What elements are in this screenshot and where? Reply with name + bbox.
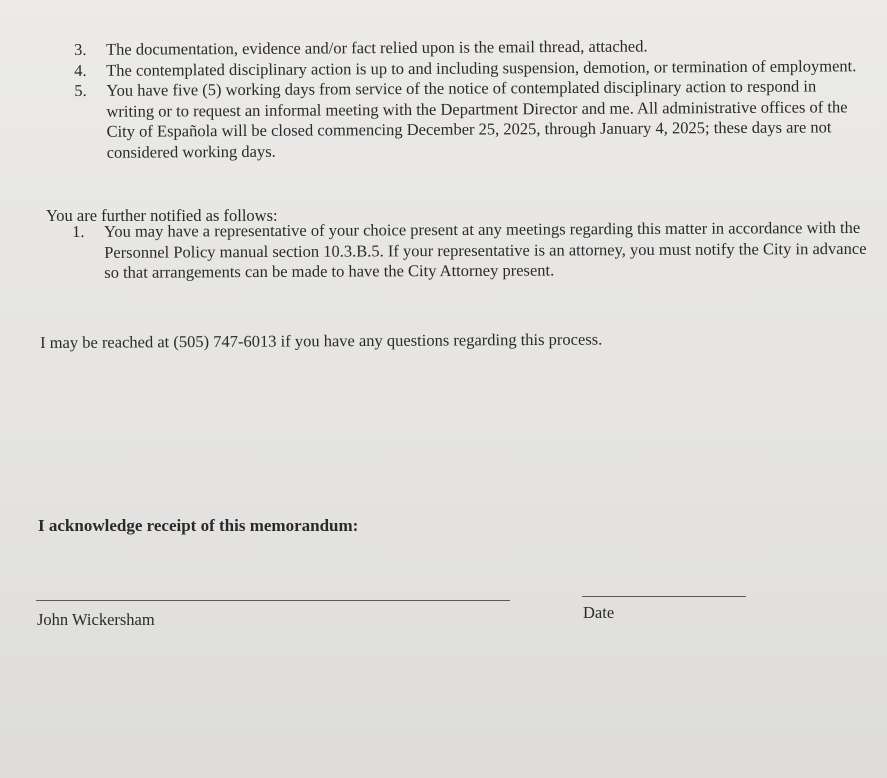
signature-line — [36, 600, 510, 601]
list-item — [72, 218, 872, 284]
item-number: 3. — [74, 39, 87, 59]
item-number: 1. — [72, 221, 85, 241]
contact-paragraph: I may be reached at (505) 747-6013 if you have any questions regarding this process. — [40, 329, 603, 352]
item-text: You have five (5) working days from service of the notice of contemplated disciplinary action to respond in writing or to request an informal meeting with the Department Director and me. All administrative offices of the City of Española will be closed commencing December 25, 2025, through January 4, 2025; these days are not considered working days. — [106, 76, 848, 162]
acknowledgement-heading: I acknowledge receipt of this memorandum: — [38, 516, 359, 535]
signer-name: John Wickersham — [37, 610, 155, 629]
numbered-items — [74, 35, 865, 163]
item-number: 4. — [74, 60, 87, 80]
list-item — [74, 76, 864, 163]
date-label: Date — [583, 603, 615, 622]
item-text: The documentation, evidence and/or fact relied upon is the email thread, attached. — [105, 36, 648, 59]
item-number: 5. — [74, 80, 87, 100]
date-line — [582, 596, 746, 597]
further-notice-items — [72, 218, 872, 284]
item-text: You may have a representative of your choice present at any meetings regarding this matter in accordance with the Personnel Policy manual section 10.3.B.5. If your representative is an attorney, you must notify the City in advance so that arrangements can be made to have the City Attorney present. — [103, 217, 867, 282]
further-notice-label: You are further notified as follows: — [46, 206, 278, 225]
item-text: The contemplated disciplinary action is up to and including suspension, demotion, or termination of employment. — [106, 55, 857, 80]
